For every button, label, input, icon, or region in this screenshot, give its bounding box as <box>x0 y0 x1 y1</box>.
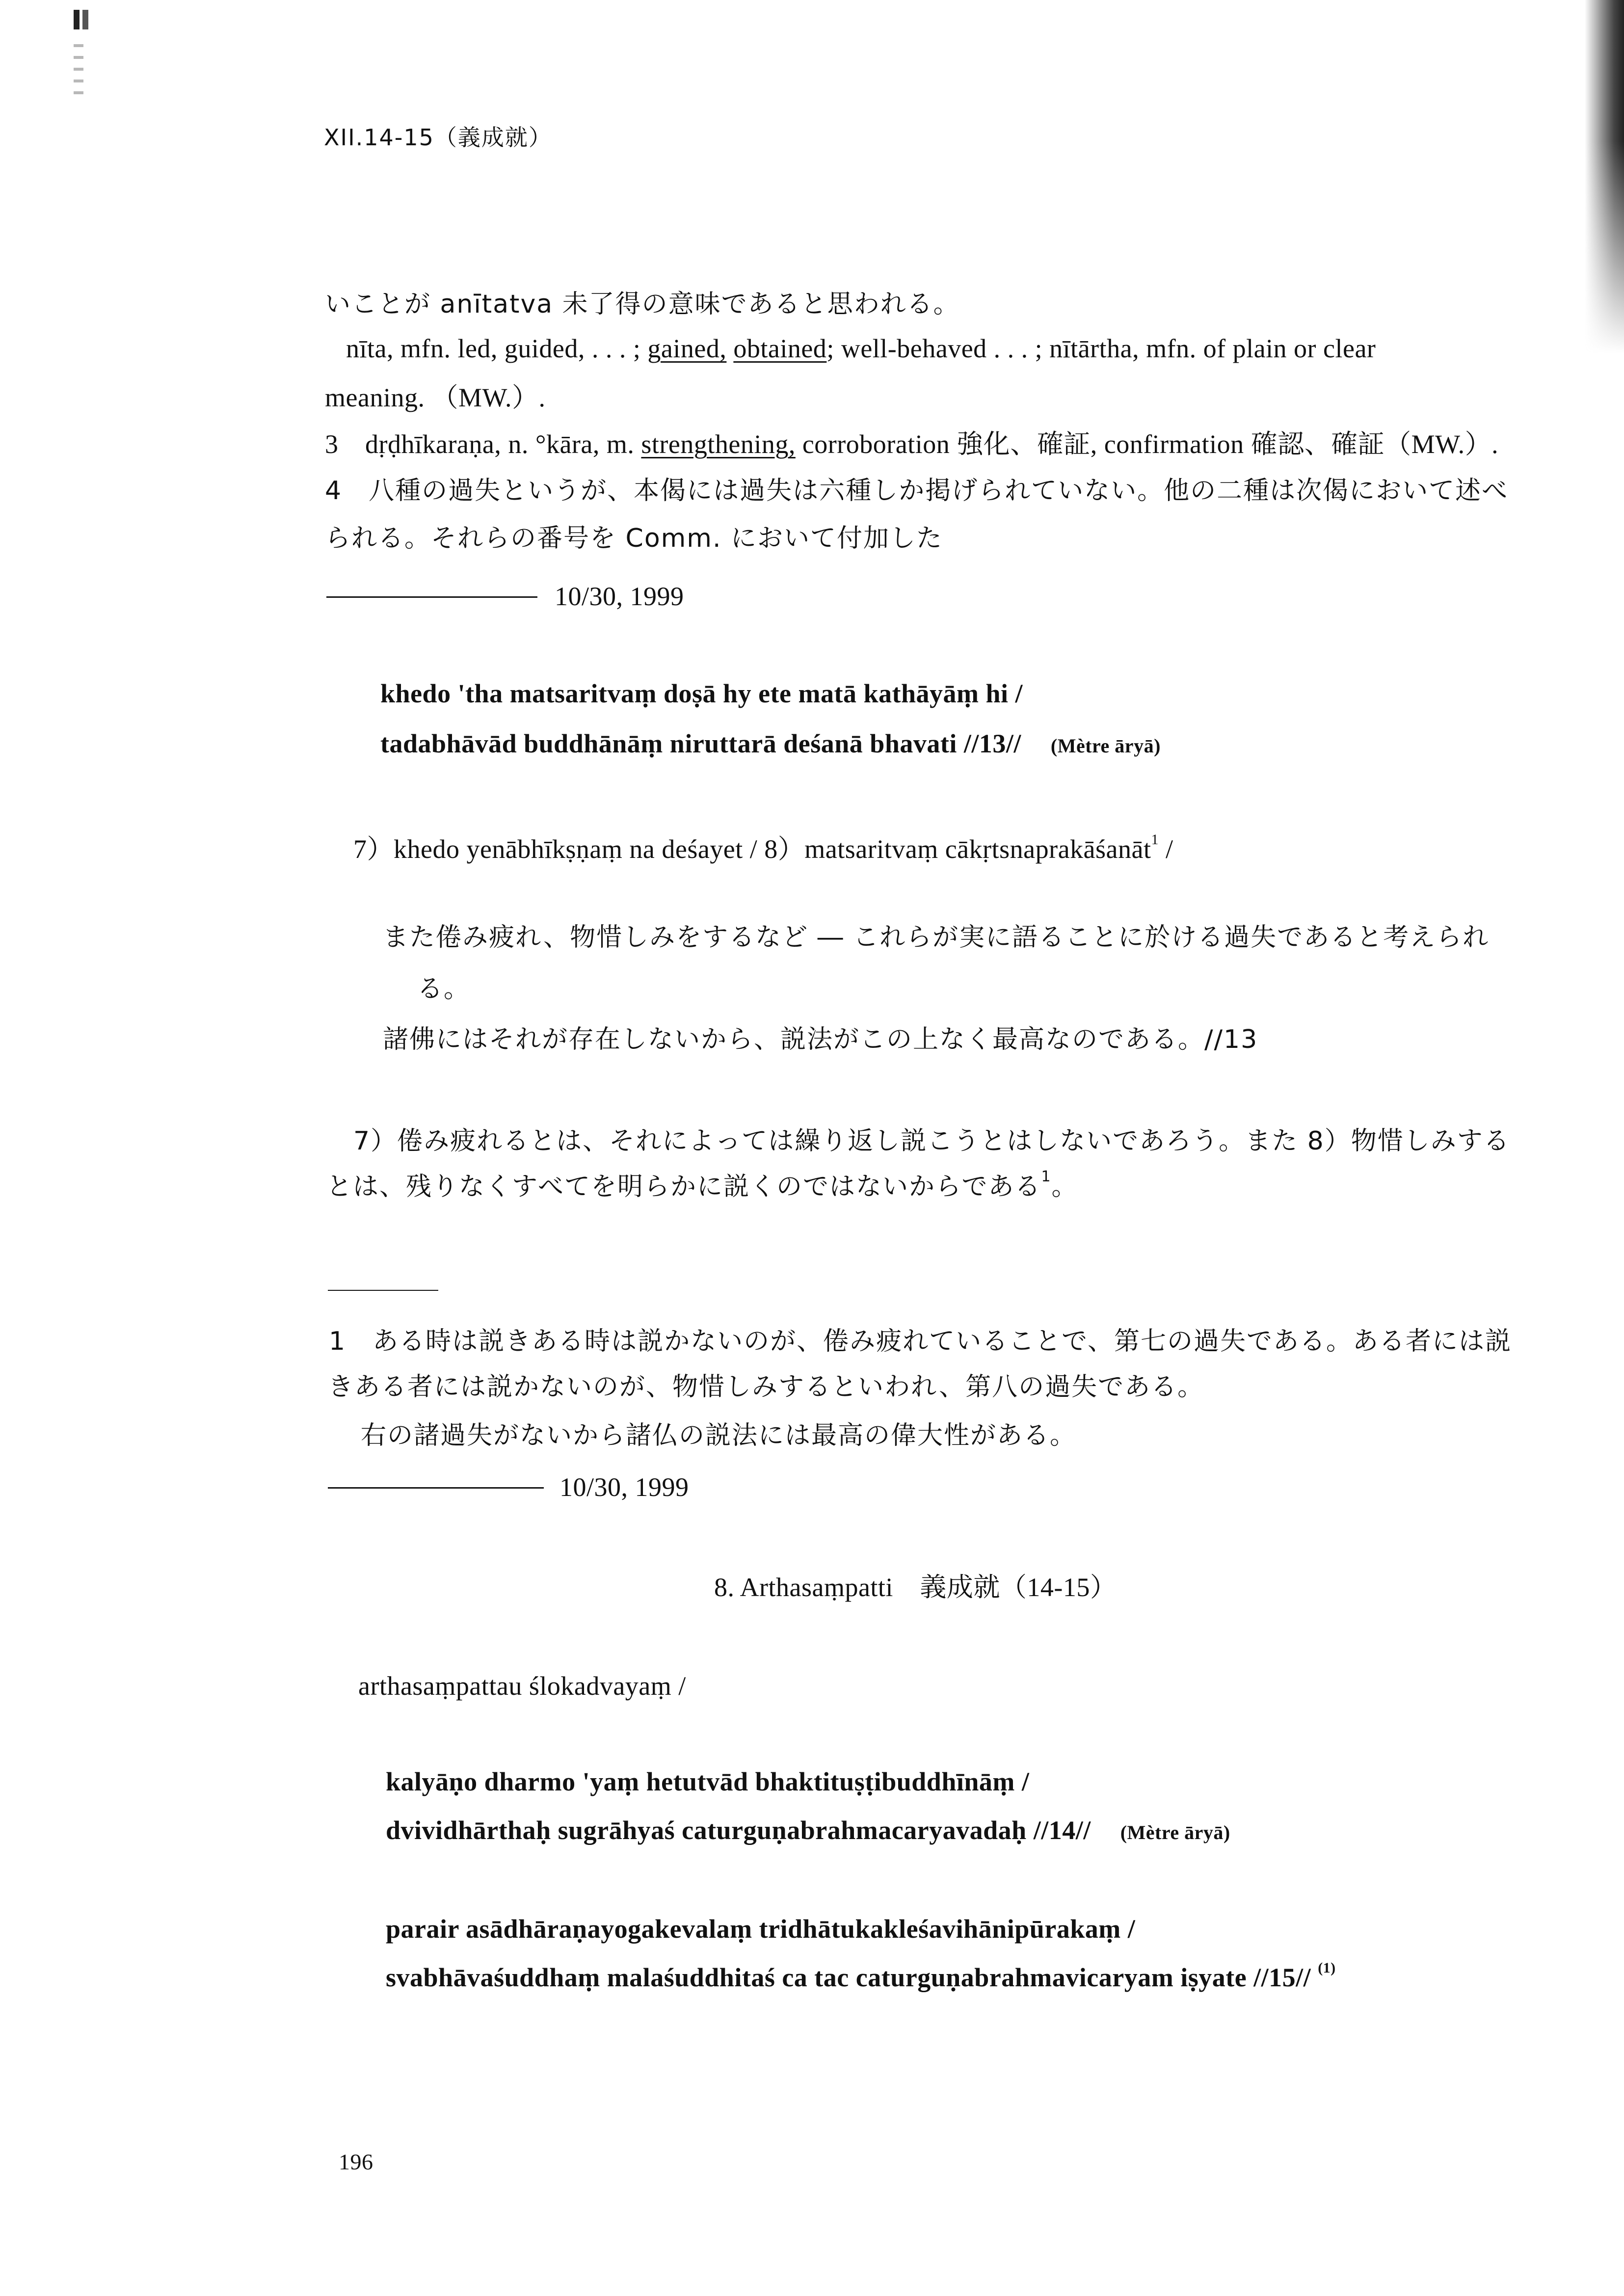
text: とは、残りなくすべてを明らかに説くのではないからである <box>326 1172 1041 1201</box>
verse-14-line-2 <box>386 1813 1230 1850</box>
verse-15-line-1: parair asādhāraṇayogakevalaṃ tridhātukakleśavihānipūrakaṃ / <box>386 1914 1136 1944</box>
text: tadabhāvād buddhānāṃ niruttarā deśanā bhavati //13// <box>380 729 1021 758</box>
underlined-word: strengthening, <box>641 429 796 459</box>
section-intro: arthasaṃpattau ślokadvayaṃ / <box>358 1671 686 1701</box>
text: / <box>1158 834 1173 864</box>
footnote-3 <box>325 427 1498 461</box>
page-number: 196 <box>339 2149 373 2174</box>
footnote-1-cont: きある者には説かないのが、物惜しみするといわれ、第八の過失である。 <box>328 1372 1204 1402</box>
metre-label: (Mètre āryā) <box>1120 1821 1230 1843</box>
footnote-1: 1 ある時は説きある時は説かないのが、倦み疲れていることで、第七の過失である。ある者には説 <box>329 1327 1512 1356</box>
note-line: いことが anītatva 未了得の意味であると思われる。 <box>325 290 960 319</box>
text: nīta, mfn. led, guided, . . . ; <box>346 334 648 363</box>
scan-artifact <box>74 10 88 29</box>
divider-rule <box>328 1487 544 1489</box>
footnote-4: 4 八種の過失というが、本偈には過失は六種しか掲げられていない。他の二種は次偈において述べ <box>325 476 1509 506</box>
text: ; well-behaved . . . ; nītārtha, mfn. of plain or clear <box>826 334 1376 363</box>
section-heading: 8. Arthasaṃpatti 義成就（14-15） <box>714 1573 1117 1602</box>
running-title: XII.14-15（義成就） <box>324 124 552 151</box>
verse-13-line-1: khedo 'tha matsaritvaṃ doṣā hy ete matā kathāyāṃ hi / <box>380 679 1023 708</box>
footnote-ref: 1 <box>1041 1168 1052 1185</box>
text: corroboration 強化、確証, confirmation 確認、確証（MW.）. <box>795 429 1499 459</box>
explanation-line <box>326 1170 1078 1204</box>
underlined-word: gained, <box>647 334 727 363</box>
text: dvividhārthaḥ sugrāhyaś caturguṇabrahmacaryavadaḥ //14// <box>386 1815 1091 1845</box>
metre-label: (Mètre āryā) <box>1050 735 1161 757</box>
text: 。 <box>1051 1172 1078 1201</box>
commentary-13 <box>353 832 1173 866</box>
note-line: meaning. （MW.）. <box>325 383 546 412</box>
divider-rule <box>326 596 537 598</box>
footnote-4-cont: られる。それらの番号を Comm. において付加した <box>325 524 943 553</box>
verse-14-line-1: kalyāṇo dharmo 'yaṃ hetutvād bhaktituṣṭibuddhīnāṃ / <box>386 1767 1030 1796</box>
translation-line: また倦み疲れ、物惜しみをするなど ― これらが実に語ることに於ける過失であると考えられ <box>383 923 1490 952</box>
translation-line: る。 <box>417 974 471 1004</box>
text <box>726 334 733 363</box>
scan-edge-shadow <box>1585 0 1624 353</box>
text: 3 dṛḍhīkaraṇa, n. °kāra, m. <box>325 429 641 459</box>
date-stamp: 10/30, 1999 <box>559 1472 689 1502</box>
note-line <box>346 331 1376 366</box>
translation-line: 諸佛にはそれが存在しないから、説法がこの上なく最高なのである。//13 <box>383 1025 1258 1054</box>
text: svabhāvaśuddhaṃ malaśuddhitaś ca tac caturguṇabrahmavicaryam iṣyate //15// <box>386 1963 1311 1992</box>
verse-15-line-2 <box>386 1960 1336 1995</box>
scan-artifact <box>74 44 83 103</box>
text: 7）khedo yenābhīkṣṇaṃ na deśayet / 8）matsaritvaṃ cākṛtsnaprakāśanāt <box>353 834 1151 864</box>
explanation-line: 7）倦み疲れるとは、それによっては繰り返し説こうとはしないであろう。また 8）物惜しみする <box>353 1126 1510 1156</box>
verse-13-line-2 <box>380 726 1161 763</box>
date-stamp: 10/30, 1999 <box>555 582 684 611</box>
footnote-1-cont: 右の諸過失がないから諸仏の説法には最高の偉大性がある。 <box>361 1421 1077 1450</box>
footnote-ref: (1) <box>1318 1960 1336 1976</box>
footnote-ref: 1 <box>1151 831 1159 848</box>
footnote-separator <box>328 1290 438 1291</box>
underlined-word: obtained <box>733 334 827 363</box>
